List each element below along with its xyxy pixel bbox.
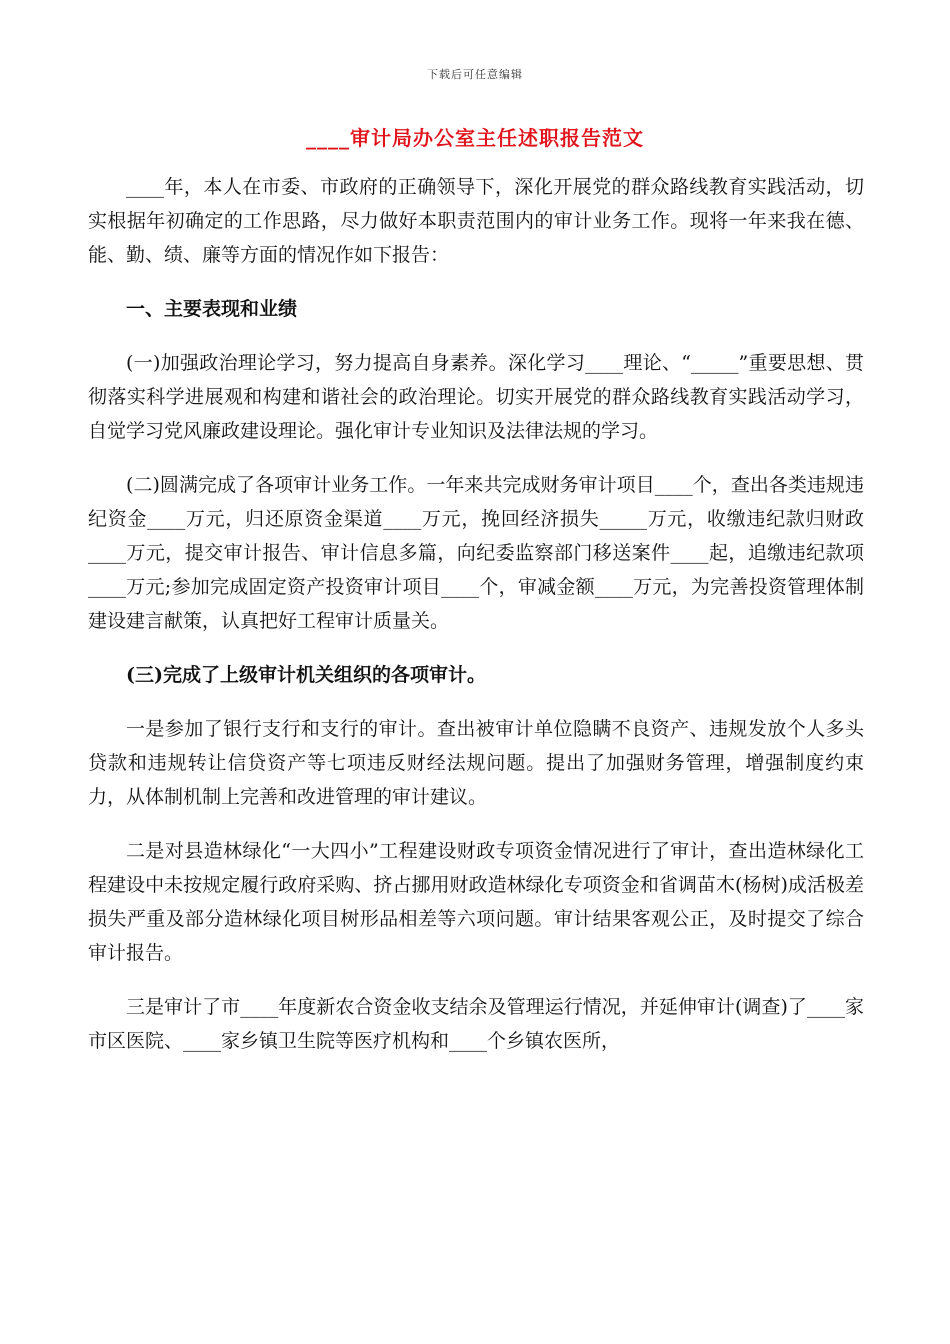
paragraph-ncms-audit: 三是审计了市____年度新农合资金收支结余及管理运行情况，并延伸审计(调查)了____家市区医院、____家乡镇卫生院等医疗机构和____个乡镇农医所， xyxy=(88,996,864,1052)
section-heading-1: 一、主要表现和业绩 xyxy=(126,298,298,320)
paragraph-bank-audit: 一是参加了银行支行和支行的审计。查出被审计单位隐瞒不良资产、违规发放个人多头贷款和违规转让信贷资产等七项违反财经法规问题。提出了加强财务管理，增强制度约束力，从体制机制上完善和改进管理的审计建议。 xyxy=(88,718,864,808)
header-note: 下载后可任意编辑 xyxy=(427,68,523,81)
section-heading-3: (三)完成了上级审计机关组织的各项审计。 xyxy=(126,664,486,686)
paragraph-forestry-audit: 二是对县造林绿化“一大四小”工程建设财政专项资金情况进行了审计，查出造林绿化工程建设中未按规定履行政府采购、挤占挪用财政造林绿化专项资金和省调苗木(杨树)成活极差损失严重及部分造林绿化项目树形品相差等六项问题。审计结果客观公正，及时提交了综合审计报告。 xyxy=(88,840,864,964)
paragraph-politics: (一)加强政治理论学习，努力提高自身素养。深化学习____理论、“_____”重要思想、贯彻落实科学进展观和构建和谐社会的政治理论。切实开展党的群众路线教育实践活动学习，自觉学习党风廉政建设理论。强化审计专业知识及法律法规的学习。 xyxy=(88,352,864,442)
document-body xyxy=(88,170,864,1078)
document-title: ____审计局办公室主任述职报告范文 xyxy=(306,126,644,150)
paragraph-intro: ____年，本人在市委、市政府的正确领导下，深化开展党的群众路线教育实践活动，切实根据年初确定的工作思路，尽力做好本职责范围内的审计业务工作。现将一年来我在德、能、勤、绩、廉等方面的情况作如下报告： xyxy=(88,176,864,266)
paragraph-audit-work: (二)圆满完成了各项审计业务工作。一年来共完成财务审计项目____个，查出各类违规违纪资金____万元，归还原资金渠道____万元，挽回经济损失_____万元，收缴违纪款归财政____万元，提交审计报告、审计信息多篇，向纪委监察部门移送案件____起，追缴违纪款项____万元;参加完成固定资产投资审计项目____个，审减金额____万元，为完善投资管理体制建设建言献策，认真把好工程审计质量关。 xyxy=(88,474,864,632)
